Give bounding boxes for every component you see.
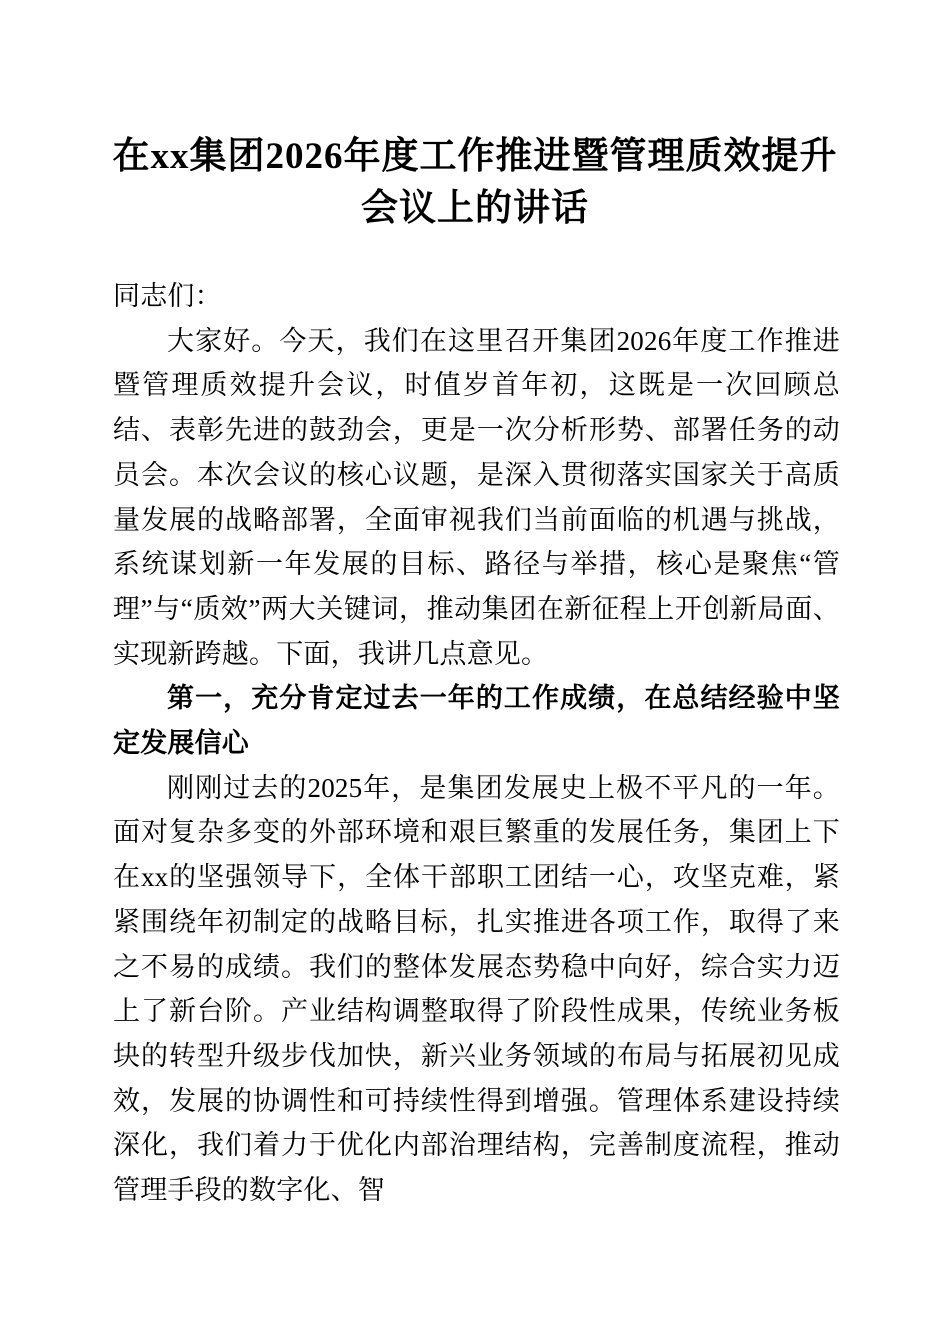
paragraph: 刚刚过去的2025年，是集团发展史上极不平凡的一年。面对复杂多变的外部环境和艰巨繁重的发展任务，集团上下在xx的坚强领导下，全体干部职工团结一心，攻坚克难，紧紧围绕年初制定的战略目标，扎实推进各项工作，取得了来之不易的成绩。我们的整体发展态势稳中向好，综合实力迈上了新台阶。产业结构调整取得了阶段性成果，传统业务板块的转型升级步伐加快，新兴业务领域的布局与拓展初见成效，发展的协调性和可持续性得到增强。管理体系建设持续深化，我们着力于优化内部治理结构，完善制度流程，推动管理手段的数字化、智 — [113, 772, 840, 1206]
document-title-line-2: 会议上的讲话 — [361, 188, 589, 229]
paragraph: 大家好。今天，我们在这里召开集团2026年度工作推进暨管理质效提升会议，时值岁首年初，这既是一次回顾总结、表彰先进的鼓劲会，更是一次分析形势、部署任务的动员会。本次会议的核心议题，是深入贯彻落实国家关于高质量发展的战略部署，全面审视我们当前面临的机遇与挑战，系统谋划新一年发展的目标、路径与举措，核心是聚焦“管理”与“质效”两大关键词，推动集团在新征程上开创新局面、实现新跨越。下面，我讲几点意见。 — [113, 325, 840, 669]
paragraph: 同志们： — [113, 281, 222, 311]
document-title — [100, 0, 850, 235]
document-title-line-1: 在xx集团2026年度工作推进暨管理质效提升 — [112, 136, 838, 177]
document-body — [113, 274, 840, 1213]
section-heading: 第一，充分肯定过去一年的工作成绩，在总结经验中坚定发展信心 — [113, 683, 840, 759]
